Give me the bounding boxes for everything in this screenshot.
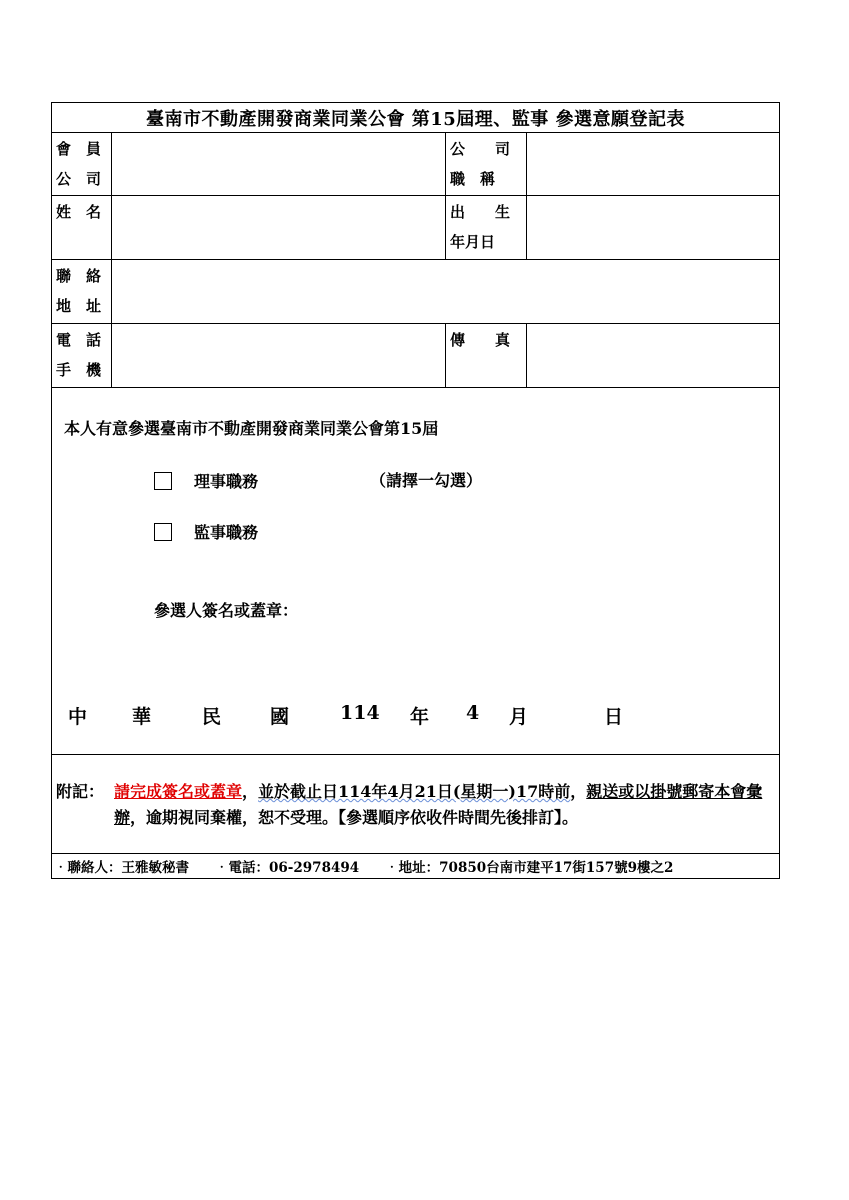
contact-footer xyxy=(52,854,780,879)
era-char-2: 華 xyxy=(132,706,152,728)
note-label: 附記： xyxy=(56,782,105,801)
date-month: 4 xyxy=(466,702,480,724)
note-rest: ，逾期視同棄權，恕不受理。【參選順序依收件時間先後排訂】。 xyxy=(130,808,579,827)
intent-statement: 本人有意參選臺南市不動產開發商業同業公會第15屆 xyxy=(64,419,439,438)
supervisor-checkbox[interactable] xyxy=(154,523,172,541)
registration-form xyxy=(51,102,780,879)
note-text: 請完成簽名或蓋章，並於截止日114年4月21日(星期一)17時前，親送或以掛號郵寄本會彙辦，逾期視同棄權，恕不受理。【參選順序依收件時間先後排訂】。 xyxy=(114,782,763,827)
member-company-field[interactable] xyxy=(112,133,446,196)
job-title-field[interactable] xyxy=(527,133,780,196)
option-director[interactable] xyxy=(154,469,258,492)
date-day-unit: 日 xyxy=(604,706,624,728)
contact-address: ‧地址：70850台南市建平17街157號9樓之2 xyxy=(385,860,674,876)
note-delivery: 親送或以掛號郵寄本會彙辦 xyxy=(114,782,763,827)
fax-field[interactable] xyxy=(527,324,780,388)
address-field[interactable] xyxy=(112,260,780,324)
option-supervisor[interactable] xyxy=(154,520,258,543)
era-char-4: 國 xyxy=(270,706,290,728)
name-field[interactable] xyxy=(112,196,446,260)
member-company-label: 會 員 公 司 xyxy=(52,133,112,196)
selection-hint: （請擇一勾選） xyxy=(370,471,483,490)
phone-field[interactable] xyxy=(112,324,446,388)
contact-phone: ‧電話：06-2978494 xyxy=(215,860,360,876)
date-year: 114 xyxy=(340,702,380,724)
supervisor-label: 監事職務 xyxy=(194,523,259,542)
contact-person: ‧聯絡人：王雅敏秘書 xyxy=(54,860,189,876)
birth-field[interactable] xyxy=(527,196,780,260)
era-char-1: 中 xyxy=(68,706,88,728)
director-label: 理事職務 xyxy=(194,472,259,491)
note-section xyxy=(52,755,780,854)
note-signature-reminder: 請完成簽名或蓋章 xyxy=(114,782,243,801)
name-label: 姓 名 xyxy=(52,196,112,260)
era-char-3: 民 xyxy=(202,706,222,728)
note-deadline: 並於截止日114年4月21日(星期一)17時前 xyxy=(258,782,571,801)
fax-label: 傳 真 xyxy=(446,324,527,388)
intent-section xyxy=(52,388,780,755)
form-title: 臺南市不動產開發商業同業公會 第15屆理、監事 參選意願登記表 xyxy=(52,103,780,133)
date-year-unit: 年 xyxy=(410,706,430,728)
job-title-label: 公 司 職 稱 xyxy=(446,133,527,196)
address-label: 聯 絡 地 址 xyxy=(52,260,112,324)
signature-label: 參選人簽名或蓋章： xyxy=(154,601,299,620)
phone-label: 電 話 手 機 xyxy=(52,324,112,388)
date-month-unit: 月 xyxy=(509,706,529,728)
director-checkbox[interactable] xyxy=(154,472,172,490)
birth-label: 出 生 年月日 xyxy=(446,196,527,260)
date-line xyxy=(52,702,780,726)
